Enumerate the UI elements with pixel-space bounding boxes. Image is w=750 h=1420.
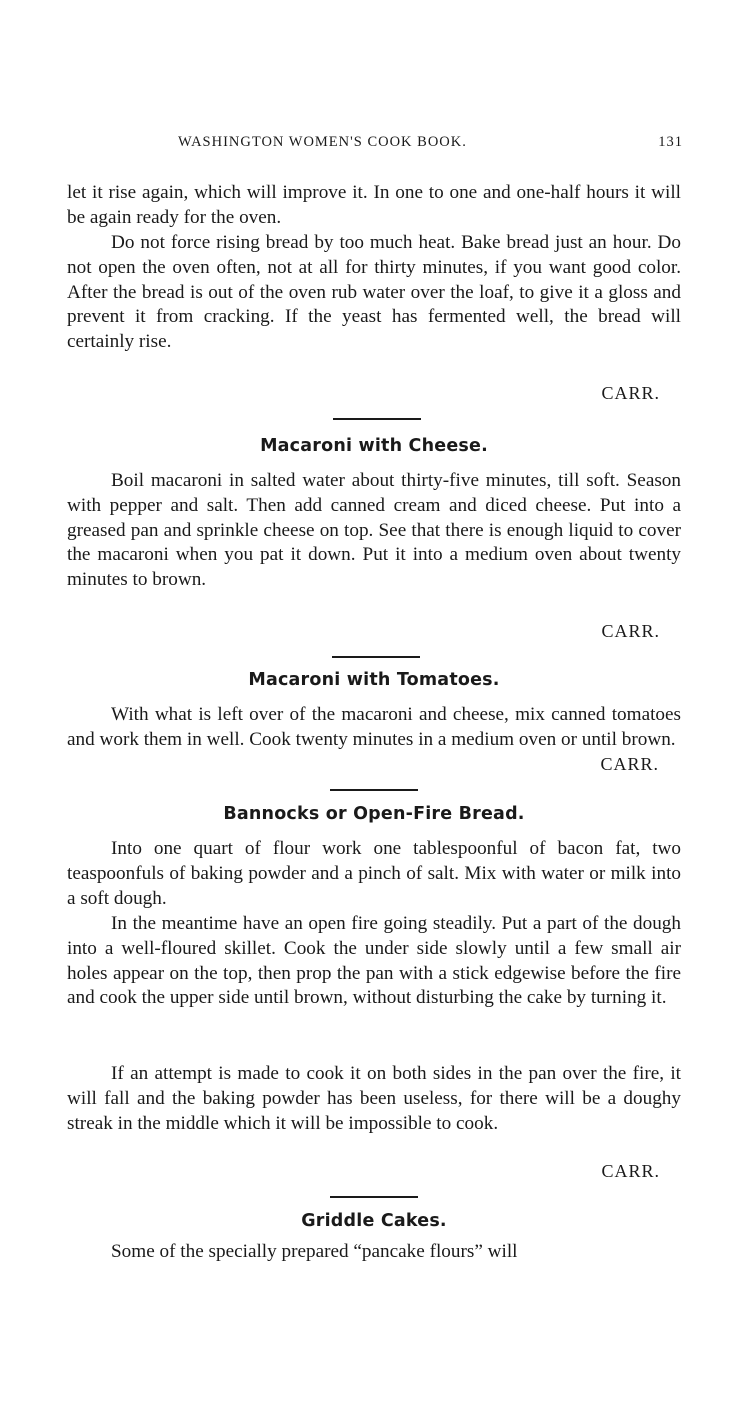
recipe-title: Bannocks or Open-Fire Bread. <box>223 804 525 824</box>
body-paragraph: If an attempt is made to cook it on both sides in the pan over the fire, it will fall and the baking powder has been useless, for there will be a doughy streak in the middle which it will be impossible to cook. <box>67 1063 681 1134</box>
body-paragraph: In the meantime have an open fire going steadily. Put a part of the dough into a well-floured skillet. Cook the under side slowly until a few small air holes appear on the top, then prop the pan with a stick edgewise before the fire and cook the upper side until brown, without disturbing the cake by turning it. <box>67 913 681 1009</box>
body-paragraph: Do not force rising bread by too much heat. Bake bread just an hour. Do not open the oven often, not at all for thirty minutes, if you want good color. After the bread is out of the oven rub water over the loaf, to give it a gloss and prevent it from cracking. If the yeast has fermented well, the bread will certainly rise. <box>67 232 681 353</box>
body-paragraph: Into one quart of flour work one tablespoonful of bacon fat, two teaspoonfuls of baking powder and a pinch of salt. Mix with water or milk into a soft dough. <box>67 838 681 909</box>
section-divider <box>333 418 421 420</box>
body-paragraph: With what is left over of the macaroni and cheese, mix canned tomatoes and work them in well. Cook twenty minutes in a medium oven or until brown. <box>67 704 681 750</box>
author-signature: CARR. <box>600 754 659 774</box>
section-divider <box>330 789 418 791</box>
section-divider <box>332 656 420 658</box>
author-signature: CARR. <box>601 621 660 641</box>
author-signature: CARR. <box>601 383 660 403</box>
recipe-title: Macaroni with Cheese. <box>260 436 488 456</box>
recipe-title: Griddle Cakes. <box>301 1211 447 1231</box>
running-title: WASHINGTON WOMEN'S COOK BOOK. <box>178 134 467 150</box>
body-paragraph: let it rise again, which will improve it. In one to one and one-half hours it will be again ready for the oven. <box>67 182 681 228</box>
recipe-title: Macaroni with Tomatoes. <box>248 670 500 690</box>
body-paragraph: Boil macaroni in salted water about thirty-five minutes, till soft. Season with pepper and salt. Then add canned cream and diced cheese. Put into a greased pan and sprinkle cheese on top. See that there is enough liquid to cover the macaroni when you pat it down. Put it into a medium oven about twenty minutes to brown. <box>67 470 681 591</box>
body-paragraph: Some of the specially prepared “pancake flours” will <box>111 1241 518 1262</box>
section-divider <box>330 1196 418 1198</box>
page-number: 131 <box>658 134 683 150</box>
running-header <box>178 134 683 156</box>
paragraph-with-signature <box>67 703 681 777</box>
author-signature: CARR. <box>601 1161 660 1181</box>
